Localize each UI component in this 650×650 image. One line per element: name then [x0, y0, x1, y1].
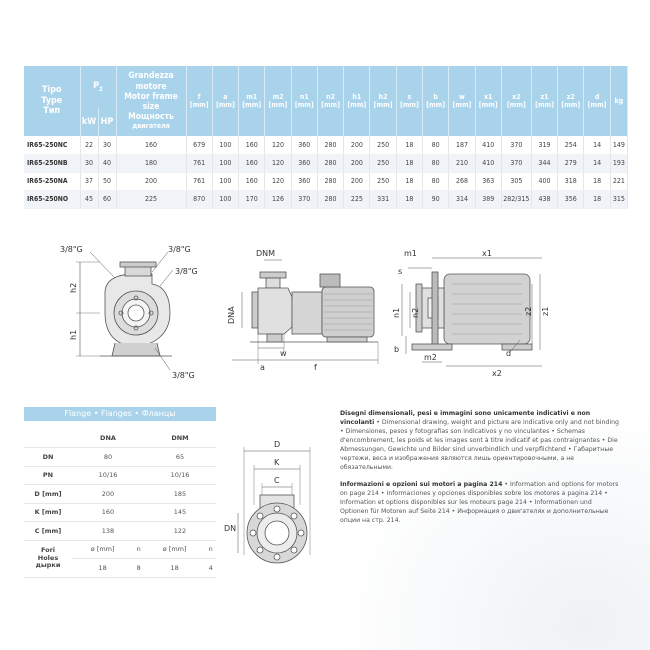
value-cell: 761: [186, 172, 212, 190]
flange-row: [24, 503, 216, 522]
flange-cell: 80: [72, 448, 144, 467]
col-dim: h1 [mm]: [344, 66, 370, 136]
dim-label-n1: n1: [392, 307, 401, 318]
col-dim: x1 [mm]: [475, 66, 501, 136]
flange-row-label: PN: [24, 466, 72, 485]
table-row: [24, 154, 628, 172]
flange-head-phi: ø [mm]: [144, 540, 205, 559]
dim-label-z1: z1: [541, 306, 550, 316]
pump-front-view-drawing: [222, 242, 384, 382]
col-dim: f [mm]: [186, 66, 212, 136]
flange-section: [24, 407, 331, 585]
col-motor-frame: Grandezza motore Motor frame size Мощность двигателя: [116, 66, 186, 136]
col-kg: kg: [610, 66, 627, 136]
value-cell: 100: [212, 172, 238, 190]
value-cell: 280: [317, 190, 343, 208]
value-cell: 14: [584, 154, 610, 172]
dim-label-dna: DNA: [227, 306, 236, 324]
model-cell: IR65-250NA: [24, 172, 80, 190]
dim-label-f: f: [314, 363, 317, 372]
value-cell: 360: [291, 172, 317, 190]
port-label: 3/8"G: [60, 245, 83, 254]
value-cell: 160: [239, 154, 265, 172]
port-label: 3/8"G: [175, 267, 198, 276]
value-cell: 120: [265, 172, 291, 190]
value-cell: 319: [531, 136, 557, 154]
col-hp: HP: [98, 108, 116, 136]
flange-cell: 138: [72, 522, 144, 541]
value-cell: 18: [396, 190, 422, 208]
value-cell: 60: [98, 190, 116, 208]
value-cell: 870: [186, 190, 212, 208]
value-cell: 160: [239, 172, 265, 190]
flange-cell: 8: [133, 559, 144, 578]
dim-label-a: a: [260, 363, 265, 372]
value-cell: 250: [370, 136, 396, 154]
value-cell: 250: [370, 172, 396, 190]
note-motor-info: Informazioni e opzioni sui motori a pagina 214 • Information and options for motors on page 214 • Informaciones y opciones disponibles sobre los motores a pagina 214 • Information et options disponibles sur les moteurs page 214 • Informationen und Optionen für Motoren auf Seite 214 • Информация о двигателях и дополнительные опции на стр. 214.: [340, 480, 619, 524]
value-cell: 360: [291, 136, 317, 154]
port-label: 3/8"G: [172, 371, 195, 380]
model-cell: IR65-250NC: [24, 136, 80, 154]
dim-label-w: w: [280, 349, 287, 358]
port-label: 3/8"G: [168, 245, 191, 254]
value-cell: 210: [449, 154, 475, 172]
flange-cell: 160: [72, 503, 144, 522]
col-dim: w [mm]: [449, 66, 475, 136]
col-dim: h2 [mm]: [370, 66, 396, 136]
value-cell: 389: [475, 190, 501, 208]
col-dim: m2 [mm]: [265, 66, 291, 136]
dim-label-n2: n2: [411, 307, 420, 318]
flange-col-dna: DNA: [72, 429, 144, 448]
flange-row-label: DN: [24, 448, 72, 467]
value-cell: 187: [449, 136, 475, 154]
value-cell: 250: [370, 154, 396, 172]
value-cell: 400: [531, 172, 557, 190]
model-cell: IR65-250NB: [24, 154, 80, 172]
value-cell: 126: [265, 190, 291, 208]
col-dim: m1 [mm]: [239, 66, 265, 136]
value-cell: 363: [475, 172, 501, 190]
dimensions-table: [24, 66, 628, 209]
value-cell: 18: [396, 172, 422, 190]
flange-cell: 4: [205, 559, 216, 578]
table-row: [24, 190, 628, 208]
col-dim: d [mm]: [584, 66, 610, 136]
value-cell: 14: [584, 136, 610, 154]
flange-cell: 185: [144, 485, 216, 504]
value-cell: 679: [186, 136, 212, 154]
value-cell: 280: [317, 172, 343, 190]
model-cell: IR65-250NO: [24, 190, 80, 208]
value-cell: 280: [317, 154, 343, 172]
pump-side-view-drawing: [60, 238, 240, 383]
value-cell: 370: [501, 136, 531, 154]
flange-head-n: n: [205, 540, 216, 559]
pump-top-view-drawing: [392, 244, 550, 382]
note-disclaimer: Disegni dimensionali, pesi e immagini sono unicamente indicativi e non vincolanti • Dimensional drawing, weight and picture are indicative only and not binding • Dimensiones, pesos y fotografías son indicativos y no vinculantes • Schemas d'encombrement, les poids et les images sont à titre indicatif et pas contraignantes • Die Abmessungen, Gewichte und Bilder sind unverbindlich und verpflichtend • Габаритные чертежи, веса и изображения являются лишь ориентировочными, а не обязательными.: [340, 410, 619, 471]
value-cell: 80: [423, 154, 449, 172]
dim-label-x1: x1: [482, 249, 492, 258]
value-cell: 80: [423, 136, 449, 154]
dim-label-h1: h1: [69, 329, 78, 340]
value-cell: 331: [370, 190, 396, 208]
flange-row: [24, 522, 216, 541]
dim-label-K: K: [274, 458, 280, 467]
flange-row-label: K [mm]: [24, 503, 72, 522]
table-row: [24, 172, 628, 190]
value-cell: 30: [98, 136, 116, 154]
flange-drawing: [224, 435, 328, 577]
value-cell: 120: [265, 136, 291, 154]
value-cell: 200: [344, 154, 370, 172]
value-cell: 370: [501, 154, 531, 172]
value-cell: 18: [584, 172, 610, 190]
flange-cell: 200: [72, 485, 144, 504]
value-cell: 100: [212, 154, 238, 172]
value-cell: 100: [212, 190, 238, 208]
dim-label-x2: x2: [492, 369, 502, 378]
table-row: [24, 136, 628, 154]
value-cell: 356: [558, 190, 584, 208]
flange-table: [24, 429, 216, 578]
dim-label-C: C: [274, 476, 280, 485]
value-cell: 318: [558, 172, 584, 190]
value-cell: 120: [265, 154, 291, 172]
value-cell: 193: [610, 154, 627, 172]
value-cell: 30: [80, 154, 98, 172]
col-tipo: Tipo Type Тип: [24, 66, 80, 136]
value-cell: 45: [80, 190, 98, 208]
flange-cell: 10/16: [144, 466, 216, 485]
value-cell: 279: [558, 154, 584, 172]
value-cell: 80: [423, 172, 449, 190]
dim-label-m2: m2: [424, 353, 437, 362]
value-cell: 18: [584, 190, 610, 208]
value-cell: 410: [475, 136, 501, 154]
value-cell: 280: [317, 136, 343, 154]
col-p2: $P_2$: [80, 66, 116, 108]
dim-label-D: D: [274, 440, 281, 449]
value-cell: 200: [116, 172, 186, 190]
col-dim: x2 [mm]: [501, 66, 531, 136]
value-cell: 761: [186, 154, 212, 172]
dim-label-d: d: [506, 349, 512, 358]
flange-row: [24, 485, 216, 504]
value-cell: 160: [239, 136, 265, 154]
col-dim: n1 [mm]: [291, 66, 317, 136]
flange-cell: 10/16: [72, 466, 144, 485]
dim-label-s: s: [398, 267, 403, 276]
value-cell: 90: [423, 190, 449, 208]
value-cell: 50: [98, 172, 116, 190]
col-kw: kW: [80, 108, 98, 136]
value-cell: 40: [98, 154, 116, 172]
flange-row-label: D [mm]: [24, 485, 72, 504]
flange-col-dnm: DNM: [144, 429, 216, 448]
value-cell: 268: [449, 172, 475, 190]
flange-cell: 65: [144, 448, 216, 467]
value-cell: 18: [396, 136, 422, 154]
col-dim: z1 [mm]: [531, 66, 557, 136]
flange-head-n: n: [133, 540, 144, 559]
value-cell: 282/315: [501, 190, 531, 208]
col-dim: z2 [mm]: [558, 66, 584, 136]
dim-label-h2: h2: [69, 282, 78, 293]
value-cell: 100: [212, 136, 238, 154]
flange-row-label: C [mm]: [24, 522, 72, 541]
value-cell: 18: [396, 154, 422, 172]
flange-row: [24, 466, 216, 485]
value-cell: 344: [531, 154, 557, 172]
flange-head-phi: ø [mm]: [72, 540, 133, 559]
dim-label-b: b: [394, 345, 400, 354]
flange-cell: 145: [144, 503, 216, 522]
col-dim: s [mm]: [396, 66, 422, 136]
flange-row: [24, 448, 216, 467]
value-cell: 314: [449, 190, 475, 208]
value-cell: 370: [291, 190, 317, 208]
value-cell: 160: [116, 136, 186, 154]
dim-label-dnm: DNM: [256, 249, 276, 258]
dim-label-z2: z2: [524, 306, 533, 316]
dim-label-DN: DN: [224, 524, 237, 533]
col-dim: n2 [mm]: [317, 66, 343, 136]
col-dim: a [mm]: [212, 66, 238, 136]
flange-row-label: Fori Holes дырки: [24, 540, 72, 577]
dim-label-m1: m1: [404, 249, 417, 258]
flange-cell: 18: [144, 559, 205, 578]
value-cell: 200: [344, 172, 370, 190]
flange-title: Flange • Flanges • Фланцы: [24, 407, 216, 421]
value-cell: 180: [116, 154, 186, 172]
flange-cell: 18: [72, 559, 133, 578]
value-cell: 149: [610, 136, 627, 154]
value-cell: 170: [239, 190, 265, 208]
value-cell: 315: [610, 190, 627, 208]
value-cell: 200: [344, 136, 370, 154]
value-cell: 22: [80, 136, 98, 154]
value-cell: 410: [475, 154, 501, 172]
value-cell: 37: [80, 172, 98, 190]
flange-cell: 122: [144, 522, 216, 541]
value-cell: 221: [610, 172, 627, 190]
value-cell: 360: [291, 154, 317, 172]
value-cell: 225: [116, 190, 186, 208]
value-cell: 438: [531, 190, 557, 208]
notes-block: [340, 410, 620, 534]
col-dim: b [mm]: [423, 66, 449, 136]
value-cell: 305: [501, 172, 531, 190]
value-cell: 254: [558, 136, 584, 154]
value-cell: 225: [344, 190, 370, 208]
